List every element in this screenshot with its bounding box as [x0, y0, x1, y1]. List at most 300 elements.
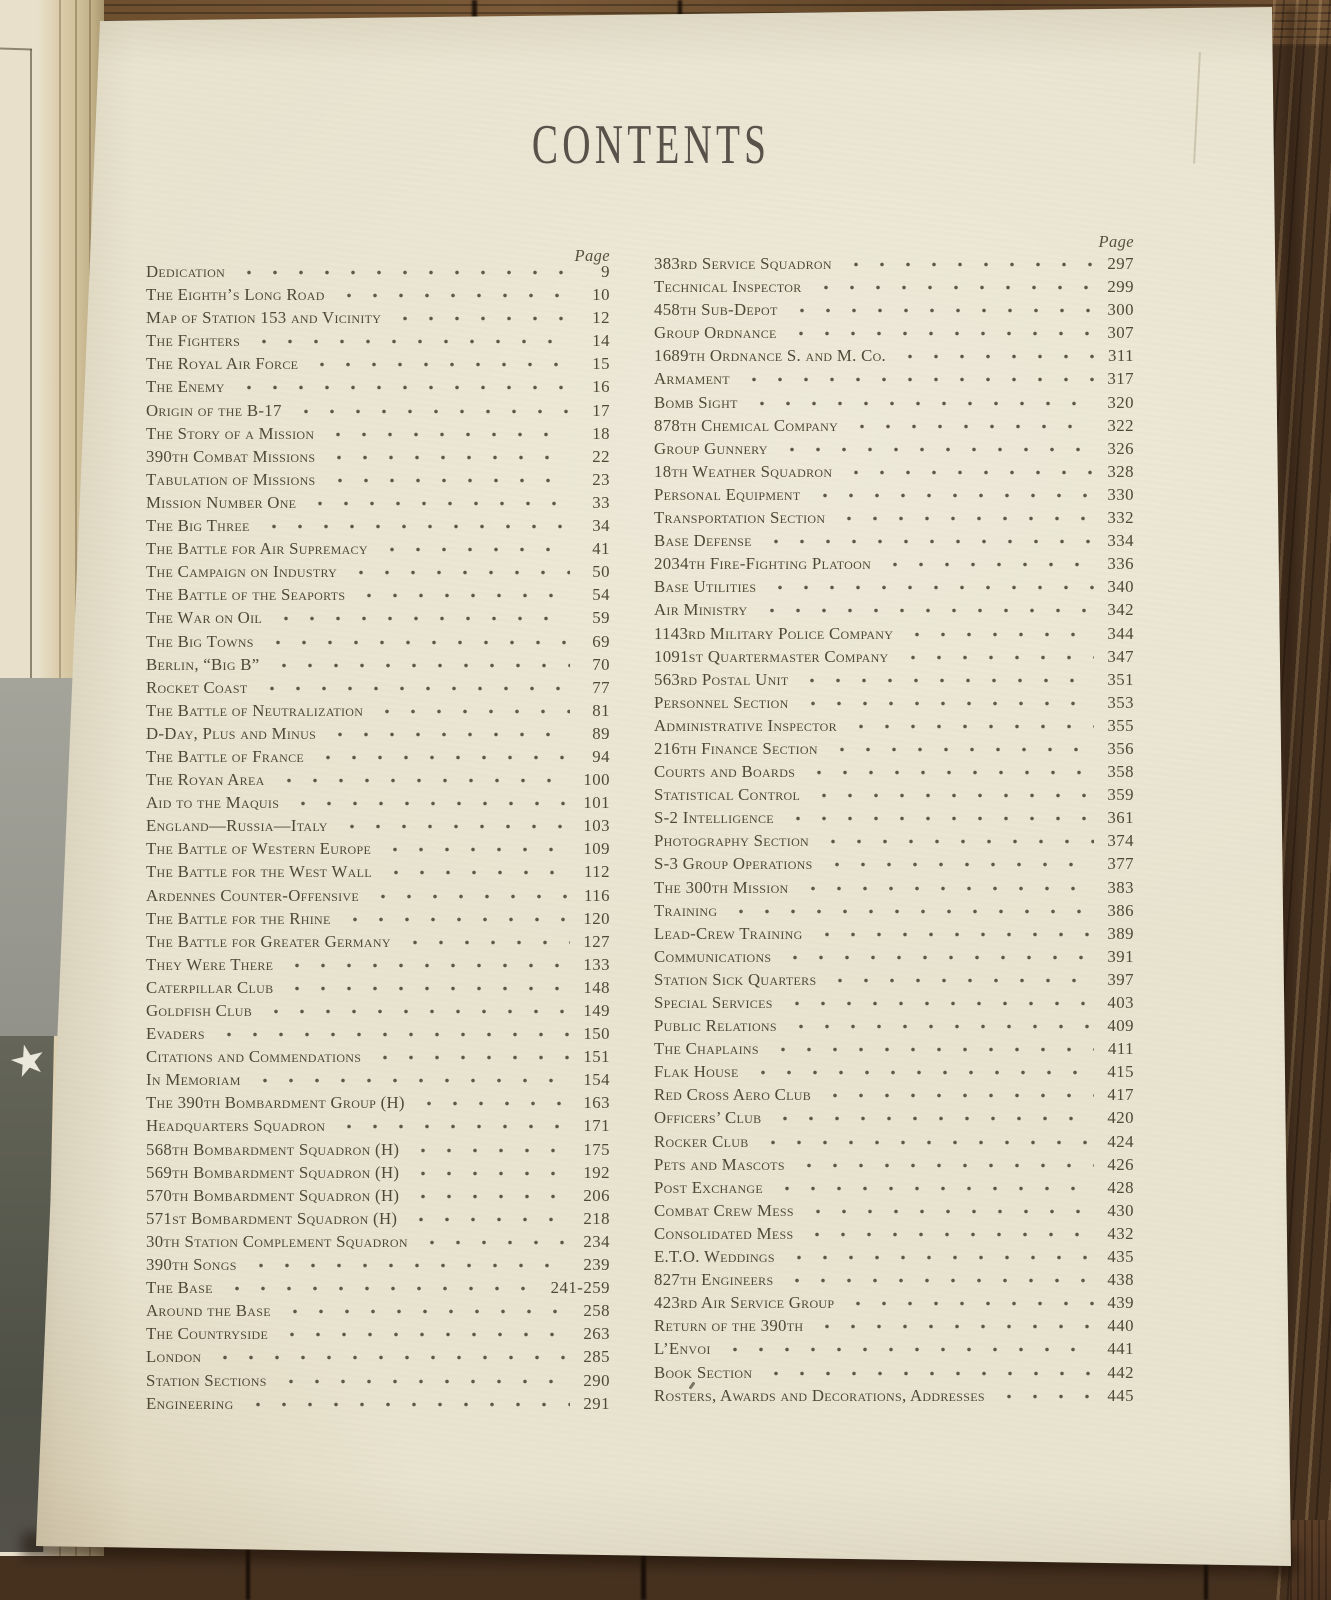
dot-leader	[414, 1093, 570, 1116]
toc-entry-page: 389	[1107, 923, 1134, 943]
dot-leader	[313, 747, 570, 770]
toc-entry	[146, 1209, 610, 1232]
dot-leader	[783, 808, 1094, 831]
toc-entry	[146, 516, 610, 539]
toc-entry	[146, 747, 610, 770]
toc-entry-page: 149	[583, 1001, 610, 1020]
toc-entry-page: 120	[583, 908, 610, 928]
toc-entry	[654, 993, 1134, 1016]
toc-entry-title: 878th Chemical Company	[654, 415, 839, 435]
toc-entry-page: 175	[583, 1139, 610, 1159]
toc-entry	[654, 1132, 1134, 1155]
toc-entry	[654, 970, 1134, 993]
toc-entry-title: The 390th Bombardment Group (H)	[146, 1093, 405, 1113]
dot-leader	[770, 1108, 1094, 1131]
toc-entry-title: The Royan Area	[146, 770, 265, 790]
toc-entry	[654, 323, 1134, 346]
toc-entry	[654, 1178, 1134, 1201]
toc-entry-page: 428	[1107, 1177, 1134, 1197]
toc-entry-page: 18	[592, 423, 610, 443]
toc-entry-page: 330	[1107, 484, 1134, 504]
toc-entry-title: Communications	[654, 946, 772, 966]
toc-entry	[654, 831, 1134, 854]
toc-entry-title: Evaders	[146, 1024, 205, 1044]
toc-entry-page: 33	[592, 492, 610, 512]
toc-entry-title: The Countryside	[146, 1324, 269, 1344]
toc-entry-title: 30th Station Complement Squadron	[146, 1231, 408, 1251]
dot-leader	[337, 816, 570, 839]
toc-entry-title: Public Relations	[654, 1016, 777, 1036]
toc-entry-title: Bomb Sight	[654, 392, 738, 412]
dot-leader	[846, 716, 1094, 739]
toc-entry-title: The Story of a Mission	[146, 423, 315, 443]
toc-entry	[146, 447, 610, 470]
toc-entry-title: Aid to the Maquis	[146, 793, 280, 813]
toc-entry-title: The Base	[146, 1278, 213, 1298]
toc-entry	[146, 1255, 610, 1278]
dot-leader	[827, 739, 1094, 762]
toc-entry-page: 218	[583, 1208, 610, 1228]
toc-entry-title: 383rd Service Squadron	[654, 254, 832, 273]
toc-entry	[146, 839, 610, 862]
toc-entry	[654, 947, 1134, 970]
toc-entry-page: 54	[592, 585, 610, 605]
dot-leader	[334, 1116, 570, 1139]
toc-entry	[654, 785, 1134, 808]
dot-leader	[277, 1324, 570, 1347]
toc-entry-page: 359	[1107, 785, 1134, 805]
toc-entry	[654, 1270, 1134, 1293]
toc-entry	[654, 416, 1134, 439]
dot-leader	[825, 970, 1094, 993]
dot-leader	[269, 655, 570, 678]
toc-entry	[146, 608, 610, 631]
toc-entry-page: 300	[1107, 300, 1134, 320]
toc-entry-page: 112	[583, 862, 610, 882]
toc-entry-title: Station Sick Quarters	[654, 969, 817, 989]
dot-leader	[895, 346, 1094, 369]
dot-leader	[406, 1209, 570, 1232]
toc-entry-title: Consolidated Mess	[654, 1223, 794, 1243]
toc-entry-title: In Memoriam	[146, 1070, 241, 1090]
dot-leader	[400, 932, 570, 955]
toc-entry-title: The Chaplains	[654, 1039, 759, 1059]
toc-entry-page: 285	[583, 1347, 610, 1367]
dot-leader	[210, 1347, 570, 1370]
toc-entry	[146, 701, 610, 724]
dot-leader	[803, 1201, 1094, 1224]
toc-entry-title: 423rd Air Service Group	[654, 1293, 835, 1313]
toc-entry-page: 426	[1107, 1154, 1134, 1174]
toc-entry-title: 1143rd Military Police Company	[654, 623, 894, 643]
toc-entry-page: 154	[583, 1070, 610, 1090]
toc-entry-page: 435	[1107, 1247, 1134, 1267]
dot-leader	[368, 886, 570, 909]
toc-entry-title: The Battle of Western Europe	[146, 839, 372, 859]
dot-leader	[772, 1178, 1094, 1201]
toc-entry-page: 116	[583, 885, 610, 905]
toc-entry-page: 351	[1107, 669, 1134, 689]
toc-entry-page: 328	[1107, 461, 1134, 481]
toc-entry-page: 438	[1107, 1270, 1134, 1290]
toc-entry	[654, 531, 1134, 554]
toc-entry	[146, 331, 610, 354]
dot-leader	[417, 1232, 570, 1255]
toc-entry	[146, 470, 610, 493]
toc-entry	[654, 554, 1134, 577]
toc-entry	[146, 354, 610, 377]
dot-leader	[214, 1024, 570, 1047]
dot-leader	[243, 1394, 570, 1417]
dot-leader	[777, 439, 1094, 462]
toc-entry-page: 440	[1107, 1316, 1134, 1336]
toc-entry-page: 14	[592, 331, 610, 351]
toc-entry-page: 69	[592, 631, 610, 651]
toc-entry-page: 41	[592, 539, 610, 559]
dot-leader	[720, 1339, 1094, 1362]
toc-entry-page: 9	[601, 262, 610, 281]
dot-leader	[271, 608, 570, 631]
toc-entry	[654, 1108, 1134, 1131]
dot-leader	[834, 508, 1094, 531]
toc-entry-title: Air Ministry	[654, 600, 748, 620]
toc-entry-page: 311	[1107, 346, 1134, 366]
toc-entry-title: Technical Inspector	[654, 277, 802, 297]
toc-entry-page: 81	[592, 700, 610, 720]
toc-entry	[654, 369, 1134, 392]
dot-leader	[291, 401, 570, 424]
toc-entry-page: 391	[1107, 946, 1134, 966]
toc-entry	[654, 808, 1134, 831]
toc-entry-title: Map of Station 153 and Vicinity	[146, 308, 382, 328]
toc-entry-page: 241-259	[550, 1278, 610, 1298]
toc-entry-page: 442	[1107, 1362, 1134, 1382]
toc-entry-title: The Eighth’s Long Road	[146, 285, 325, 305]
dot-leader	[786, 323, 1094, 346]
dot-leader	[822, 854, 1094, 877]
toc-entry-page: 307	[1107, 323, 1134, 343]
toc-entry	[146, 262, 610, 285]
toc-entry	[654, 1062, 1134, 1085]
toc-entry-title: Rocker Club	[654, 1131, 749, 1151]
dot-leader	[234, 262, 570, 285]
toc-entry-page: 336	[1107, 554, 1134, 574]
toc-entry-page: 356	[1107, 738, 1134, 758]
dot-leader	[390, 308, 570, 331]
toc-entry	[654, 762, 1134, 785]
toc-entry-title: Courts and Boards	[654, 762, 796, 782]
dot-leader	[880, 554, 1094, 577]
toc-entry-page: 103	[583, 816, 610, 836]
toc-entry-page: 234	[583, 1231, 610, 1251]
toc-entry	[146, 493, 610, 516]
toc-entry-title: Book Section	[654, 1362, 753, 1382]
toc-entry-page: 439	[1107, 1293, 1134, 1313]
toc-entry-title: Goldfish Club	[146, 1001, 253, 1020]
dot-leader	[381, 862, 570, 885]
dot-leader	[782, 1270, 1094, 1293]
toc-entry-title: 827th Engineers	[654, 1270, 774, 1290]
toc-entry-title: The Battle of France	[146, 746, 305, 766]
toc-entry	[654, 670, 1134, 693]
toc-entry-title: The Enemy	[146, 377, 225, 397]
toc-entry	[146, 1301, 610, 1324]
toc-entry-title: 563rd Postal Unit	[654, 669, 789, 689]
toc-entry-title: Group Gunnery	[654, 438, 768, 458]
toc-entry-page: 258	[583, 1301, 610, 1321]
dot-leader	[334, 285, 570, 308]
dot-leader	[812, 1316, 1094, 1339]
dot-leader	[761, 1363, 1094, 1386]
toc-entry-page: 320	[1107, 392, 1134, 412]
toc-entry-page: 34	[592, 516, 610, 536]
dot-leader	[325, 724, 570, 747]
toc-entry-title: Rocket Coast	[146, 677, 248, 697]
toc-entry-title: Statistical Control	[654, 785, 801, 805]
toc-entry	[654, 508, 1134, 531]
toc-entry-title: The 300th Mission	[654, 877, 789, 897]
dot-leader	[768, 1039, 1094, 1062]
toc-entry	[654, 346, 1134, 369]
toc-entry-title: The Fighters	[146, 331, 241, 351]
toc-entry	[146, 1001, 610, 1024]
toc-entry-title: Flak House	[654, 1062, 739, 1082]
dot-leader	[748, 1062, 1094, 1085]
toc-entry-page: 353	[1107, 692, 1134, 712]
toc-entry	[146, 1163, 610, 1186]
toc-entry-page: 70	[592, 654, 610, 674]
dot-leader	[340, 909, 570, 932]
toc-entry	[654, 1224, 1134, 1247]
toc-entry	[146, 816, 610, 839]
toc-entry-page: 89	[592, 723, 610, 743]
toc-entry	[654, 1247, 1134, 1270]
dot-leader	[782, 993, 1094, 1016]
dot-leader	[282, 955, 570, 978]
toc-entry-page: 386	[1107, 900, 1134, 920]
dot-leader	[758, 1132, 1094, 1155]
toc-entry	[146, 678, 610, 701]
toc-entry	[146, 862, 610, 885]
toc-entry	[654, 1016, 1134, 1039]
toc-entry-title: Special Services	[654, 993, 773, 1012]
toc-entry-page: 355	[1107, 715, 1134, 735]
toc-entry-title: 390th Songs	[146, 1255, 237, 1275]
toc-entry-title: Transportation Section	[654, 508, 826, 528]
dot-leader	[372, 701, 570, 724]
toc-entry-page: 15	[592, 354, 610, 374]
toc-entry	[654, 1293, 1134, 1316]
toc-entry	[146, 308, 610, 331]
toc-entry	[146, 909, 610, 932]
toc-entry	[654, 1085, 1134, 1108]
toc-entry-page: 150	[583, 1024, 610, 1044]
toc-entry-title: The Royal Air Force	[146, 354, 299, 374]
dot-leader	[234, 377, 570, 400]
dot-leader	[408, 1140, 570, 1163]
dot-leader	[249, 331, 570, 354]
toc-entry	[654, 462, 1134, 485]
dot-leader	[898, 647, 1094, 670]
dot-leader	[809, 785, 1094, 808]
toc-entry-page: 206	[583, 1185, 610, 1205]
dot-leader	[307, 354, 570, 377]
toc-entry-title: Origin of the B-17	[146, 400, 282, 420]
dot-leader	[810, 485, 1094, 508]
dot-leader	[747, 393, 1094, 416]
dot-leader	[802, 1224, 1094, 1247]
toc-entry	[146, 1116, 610, 1139]
toc-entry-title: 2034th Fire-Fighting Platoon	[654, 554, 872, 574]
dot-leader	[812, 924, 1094, 947]
dot-leader	[257, 678, 570, 701]
toc-entry-page: 445	[1107, 1385, 1134, 1405]
toc-entry	[654, 485, 1134, 508]
dot-leader	[765, 577, 1094, 600]
toc-entry	[654, 300, 1134, 323]
toc-entry-title: D-Day, Plus and Minus	[146, 723, 317, 743]
toc-entry-title: S-2 Intelligence	[654, 808, 774, 828]
toc-entry-page: 340	[1107, 577, 1134, 597]
toc-entry	[654, 577, 1134, 600]
dot-leader	[820, 1085, 1094, 1108]
toc-entry	[654, 1363, 1134, 1386]
toc-entry-page: 424	[1107, 1131, 1134, 1151]
toc-entry	[146, 724, 610, 747]
toc-entry-page: 334	[1107, 531, 1134, 551]
toc-entry	[146, 932, 610, 955]
toc-entry-page: 432	[1107, 1223, 1134, 1243]
dot-leader	[280, 1301, 570, 1324]
dot-leader	[841, 462, 1094, 485]
toc-entry-title: Base Utilities	[654, 577, 757, 597]
toc-entry	[146, 655, 610, 678]
toc-entry-page: 263	[583, 1324, 610, 1344]
toc-entry-title: Red Cross Aero Club	[654, 1085, 812, 1105]
toc-entry-page: 22	[592, 446, 610, 466]
toc-entry	[654, 739, 1134, 762]
toc-entry	[146, 285, 610, 308]
dot-leader	[818, 831, 1094, 854]
dot-leader	[246, 1255, 570, 1278]
toc-entry-title: Pets and Mascots	[654, 1154, 785, 1174]
toc-entry	[146, 585, 610, 608]
toc-entry	[146, 377, 610, 400]
toc-entry-title: They Were There	[146, 954, 274, 974]
toc-entry-title: E.T.O. Weddings	[654, 1247, 775, 1267]
toc-entry-page: 317	[1107, 369, 1134, 389]
toc-entry-title: 1091st Quartermaster Company	[654, 646, 889, 666]
dot-leader	[282, 978, 570, 1001]
toc-entry-title: The Battle for the West Wall	[146, 862, 372, 882]
dot-leader	[726, 901, 1094, 924]
dot-leader	[761, 531, 1094, 554]
toc-entry-page: 100	[583, 770, 610, 790]
toc-entry-page: 344	[1107, 623, 1134, 643]
toc-entry-page: 291	[583, 1393, 610, 1413]
toc-entry-page: 23	[592, 469, 610, 489]
toc-entry-title: The Big Three	[146, 516, 250, 536]
dot-leader	[263, 632, 570, 655]
toc-entry	[654, 1039, 1134, 1062]
toc-entry	[146, 1347, 610, 1370]
toc-entry-title: 570th Bombardment Squadron (H)	[146, 1185, 400, 1205]
toc-entry-title: Rosters, Awards and Decorations, Addresses	[654, 1385, 985, 1405]
toc-entry-page: 148	[583, 977, 610, 997]
toc-entry-page: 441	[1107, 1339, 1134, 1359]
toc-entry-title: Headquarters Squadron	[146, 1116, 326, 1136]
toc-entry	[146, 1394, 610, 1417]
toc-entry	[146, 1232, 610, 1255]
dot-leader	[370, 1047, 570, 1070]
toc-entry	[146, 1093, 610, 1116]
toc-entry-page: 94	[592, 746, 610, 766]
toc-entry-page: 322	[1107, 415, 1134, 435]
toc-entry-title: 458th Sub-Depot	[654, 300, 778, 320]
toc-entry	[654, 924, 1134, 947]
toc-entry-title: Personnel Section	[654, 692, 789, 712]
toc-entry-title: 18th Weather Squadron	[654, 461, 833, 481]
toc-entry	[654, 624, 1134, 647]
toc-entry-page: 377	[1107, 854, 1134, 874]
toc-entry-title: Personal Equipment	[654, 484, 801, 504]
dot-leader	[380, 839, 570, 862]
dot-leader	[739, 369, 1094, 392]
dot-leader	[786, 1016, 1094, 1039]
dot-leader	[780, 947, 1094, 970]
dot-leader	[305, 493, 570, 516]
dot-leader	[377, 539, 570, 562]
underlying-page-border-line	[30, 49, 32, 679]
toc-entry	[654, 254, 1134, 277]
toc-entry	[146, 539, 610, 562]
toc-entry-page: 101	[583, 793, 610, 813]
toc-entry-page: 151	[583, 1047, 610, 1067]
toc-entry-page: 397	[1107, 969, 1134, 989]
toc-entry-title: 568th Bombardment Squadron (H)	[146, 1139, 400, 1159]
toc-entry-title: The Battle for the Rhine	[146, 908, 331, 928]
toc-entry-title: Post Exchange	[654, 1177, 764, 1197]
toc-entry-page: 12	[592, 308, 610, 328]
toc-column-left	[146, 262, 610, 1417]
dot-leader	[274, 770, 570, 793]
dot-leader	[261, 1001, 570, 1024]
dot-leader	[250, 1070, 570, 1093]
toc-entry-page: 358	[1107, 762, 1134, 782]
toc-entry-page: 239	[583, 1255, 610, 1275]
toc-entry-title: The Battle for Air Supremacy	[146, 539, 368, 559]
toc-entry-title: Base Defense	[654, 531, 752, 551]
toc-entry-title: Citations and Commendations	[146, 1047, 362, 1067]
toc-entry-page: 59	[592, 608, 610, 628]
toc-entry-page: 133	[583, 954, 610, 974]
toc-entry	[146, 1140, 610, 1163]
dot-leader	[324, 447, 570, 470]
toc-entry-page: 417	[1107, 1085, 1134, 1105]
toc-entry	[146, 1371, 610, 1394]
dot-leader	[222, 1278, 541, 1301]
dot-leader	[354, 585, 570, 608]
toc-entry	[654, 854, 1134, 877]
toc-entry-title: Station Sections	[146, 1370, 267, 1390]
dot-leader	[811, 277, 1094, 300]
toc-entry	[654, 693, 1134, 716]
toc-entry-page: 171	[583, 1116, 610, 1136]
toc-entry-title: 571st Bombardment Squadron (H)	[146, 1208, 398, 1228]
toc-entry-page: 297	[1107, 254, 1134, 273]
toc-entry-title: Engineering	[146, 1393, 234, 1413]
toc-entry	[146, 1186, 610, 1209]
